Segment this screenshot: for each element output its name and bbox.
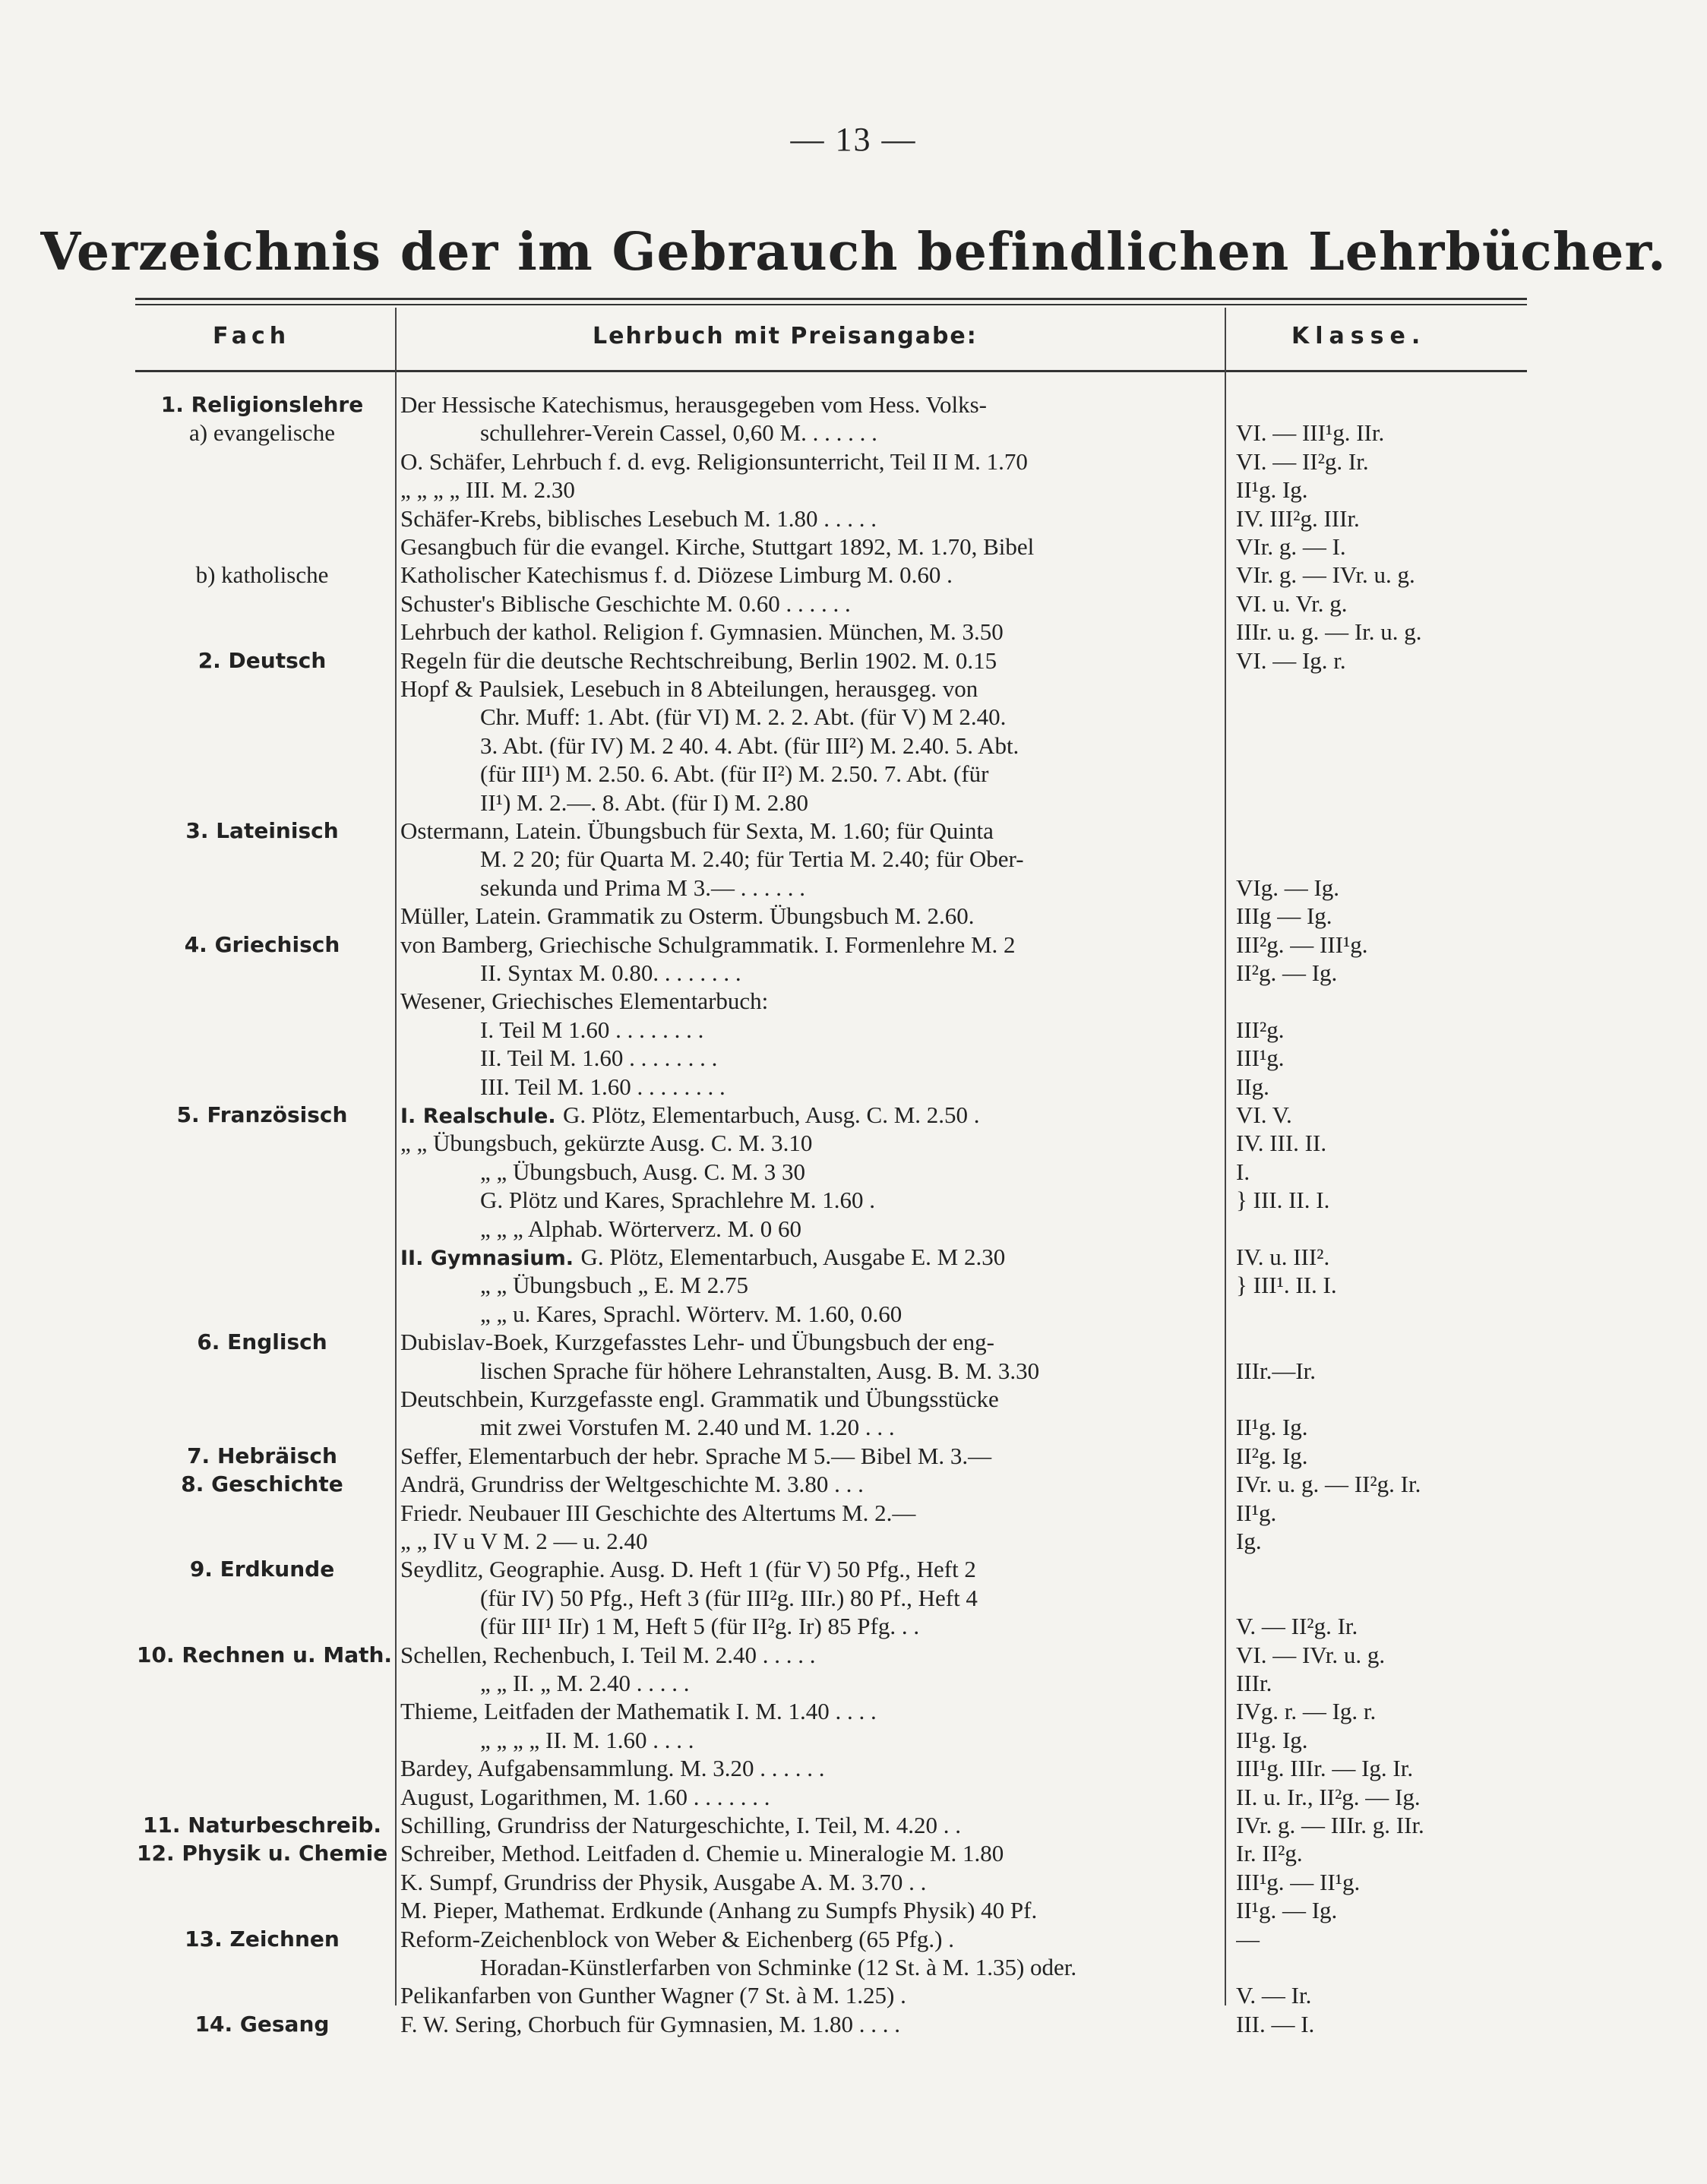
table-row	[0, 1471, 1707, 1498]
lehrbuch-text: II¹) M. 2.—. 8. Abt. (für I) M. 2.80	[480, 789, 809, 816]
table-row	[0, 1073, 1707, 1101]
klasse-cell: II²g. Ig.	[1236, 1442, 1308, 1469]
table-row	[0, 1244, 1707, 1271]
klasse-cell: III¹g. — II¹g.	[1236, 1868, 1361, 1895]
lehrbuch-text: Deutschbein, Kurzgefasste engl. Grammatik und Übungsstücke	[400, 1386, 999, 1412]
fach-cell: 1. Religionslehre	[160, 392, 364, 417]
table-row	[0, 2011, 1707, 2038]
lehrbuch-text: „ „ „ „ III. M. 2.30	[400, 476, 575, 504]
table-row	[0, 1982, 1707, 2009]
lehrbuch-cell	[480, 1954, 1219, 1981]
table-row	[0, 1869, 1707, 1896]
lehrbuch-text: Bardey, Aufgabensammlung. M. 3.20 . . . . . .	[400, 1755, 825, 1782]
lehrbuch-text: Seffer, Elementarbuch der hebr. Sprache M 5.— Bibel M. 3.—	[400, 1442, 992, 1469]
klasse-cell: Ir. II²g.	[1236, 1840, 1303, 1867]
lehrbuch-cell	[480, 1016, 1219, 1044]
lehrbuch-cell	[400, 675, 1219, 703]
table-row	[0, 732, 1707, 760]
lehrbuch-text: Gesangbuch für die evangel. Kirche, Stuttgart 1892, M. 1.70, Bibel	[400, 533, 1035, 560]
lehrbuch-cell	[480, 1272, 1219, 1299]
lehrbuch-text: schullehrer-Verein Cassel, 0,60 M. . . . . . .	[480, 419, 877, 447]
klasse-cell: IVg. r. — Ig. r.	[1236, 1698, 1377, 1725]
table-row	[0, 1215, 1707, 1243]
klasse-cell: IV. III²g. IIIr.	[1236, 504, 1360, 532]
table-row	[0, 1698, 1707, 1725]
lehrbuch-cell	[400, 1500, 1219, 1527]
klasse-cell: IV. u. III².	[1236, 1244, 1330, 1270]
klasse-cell: IIIr.	[1236, 1670, 1272, 1696]
lehrbuch-cell	[480, 1045, 1219, 1072]
fach-cell: 7. Hebräisch	[187, 1443, 337, 1468]
lehrbuch-cell	[400, 533, 1219, 561]
lehrbuch-text: Wesener, Griechisches Elementarbuch:	[400, 988, 769, 1015]
lehrbuch-text: (für III¹) M. 2.50. 6. Abt. (für II²) M. 2.50. 7. Abt. (für	[480, 760, 989, 788]
lehrbuch-cell	[400, 2011, 1219, 2038]
school-label: II. Gymnasium.	[400, 1247, 581, 1270]
lehrbuch-text: Der Hessische Katechismus, herausgegeben vom Hess. Volks-	[400, 391, 987, 418]
lehrbuch-text: G. Plötz, Elementarbuch, Ausg. C. M. 2.50 .	[563, 1101, 980, 1128]
lehrbuch-cell	[480, 419, 1219, 447]
lehrbuch-text: Schellen, Rechenbuch, I. Teil M. 2.40 . . . . .	[400, 1641, 816, 1668]
table-row	[0, 618, 1707, 646]
lehrbuch-text: von Bamberg, Griechische Schulgrammatik. I. Formenlehre M. 2	[400, 931, 1016, 958]
fach-cell: 2. Deutsch	[198, 647, 327, 673]
fach-cell: 13. Zeichnen	[185, 1926, 340, 1952]
table-row	[0, 1755, 1707, 1782]
fach-cell: 6. Englisch	[197, 1329, 327, 1355]
lehrbuch-text: II. Teil M. 1.60 . . . . . . . .	[480, 1045, 718, 1072]
table-row	[0, 1784, 1707, 1811]
lehrbuch-cell	[400, 476, 1219, 504]
lehrbuch-text: Chr. Muff: 1. Abt. (für VI) M. 2. 2. Abt. (für V) M 2.40.	[480, 703, 1007, 731]
klasse-cell: II¹g.	[1236, 1499, 1277, 1526]
lehrbuch-cell	[400, 1755, 1219, 1782]
lehrbuch-cell	[400, 1784, 1219, 1811]
table-row	[0, 931, 1707, 959]
lehrbuch-text: lischen Sprache für höhere Lehranstalten, Ausg. B. M. 3.30	[480, 1357, 1040, 1384]
fach-cell: 4. Griechisch	[184, 931, 340, 957]
fach-cell: 3. Lateinisch	[185, 818, 339, 843]
lehrbuch-cell	[480, 845, 1219, 873]
table-row	[0, 1556, 1707, 1583]
lehrbuch-cell	[400, 931, 1219, 959]
table-row	[0, 1954, 1707, 1981]
lehrbuch-text: „ „ Übungsbuch, gekürzte Ausg. C. M. 3.10	[400, 1130, 813, 1157]
page-number: — 13 —	[790, 121, 917, 158]
lehrbuch-cell	[400, 1869, 1219, 1896]
klasse-cell: IV. III. II.	[1236, 1130, 1327, 1157]
table-row	[0, 789, 1707, 817]
lehrbuch-text: Seydlitz, Geographie. Ausg. D. Heft 1 (für V) 50 Pfg., Heft 2	[400, 1556, 976, 1583]
lehrbuch-text: K. Sumpf, Grundriss der Physik, Ausgabe A. M. 3.70 . .	[400, 1868, 927, 1895]
lehrbuch-cell	[400, 1528, 1219, 1555]
lehrbuch-cell	[400, 1244, 1219, 1272]
lehrbuch-text: II. Syntax M. 0.80. . . . . . . .	[480, 959, 741, 986]
table-row	[0, 1670, 1707, 1697]
klasse-cell: III¹g. IIIr. — Ig. Ir.	[1236, 1755, 1414, 1782]
table-row	[0, 1045, 1707, 1072]
lehrbuch-text: sekunda und Prima M 3.— . . . . . .	[480, 874, 805, 901]
lehrbuch-text: F. W. Sering, Chorbuch für Gymnasien, M. 1.80 . . . .	[400, 2010, 900, 2037]
table-row	[0, 874, 1707, 902]
table-row	[0, 760, 1707, 788]
table-row	[0, 1414, 1707, 1441]
table-row	[0, 561, 1707, 589]
lehrbuch-cell	[400, 988, 1219, 1015]
lehrbuch-cell	[400, 1386, 1219, 1413]
fach-cell: 9. Erdkunde	[189, 1557, 335, 1582]
lehrbuch-text: „ „ u. Kares, Sprachl. Wörterv. M. 1.60, 0.60	[480, 1300, 902, 1327]
lehrbuch-text: Schuster's Biblische Geschichte M. 0.60 . . . . . .	[400, 589, 851, 617]
table-row	[0, 959, 1707, 987]
table-row	[0, 590, 1707, 618]
lehrbuch-text: Müller, Latein. Grammatik zu Osterm. Übungsbuch M. 2.60.	[400, 902, 975, 930]
klasse-cell: VI. — Ig. r.	[1236, 646, 1346, 674]
lehrbuch-text: mit zwei Vorstufen M. 2.40 und M. 1.20 . . .	[480, 1414, 895, 1441]
table-row	[0, 817, 1707, 845]
klasse-cell: III²g.	[1236, 1016, 1285, 1043]
lehrbuch-cell	[400, 817, 1219, 845]
lehrbuch-cell	[480, 1670, 1219, 1697]
header-lehrbuch: Lehrbuch mit Preisangabe:	[593, 323, 978, 349]
lehrbuch-cell	[480, 789, 1219, 817]
table-row	[0, 1272, 1707, 1299]
lehrbuch-cell	[400, 1101, 1219, 1130]
lehrbuch-text: „ „ II. „ M. 2.40 . . . . .	[480, 1670, 690, 1696]
table-row	[0, 1528, 1707, 1555]
klasse-cell: II¹g. Ig.	[1236, 1414, 1308, 1441]
klasse-cell: VIr. g. — IVr. u. g.	[1236, 561, 1415, 589]
table-row	[0, 448, 1707, 476]
table-row	[0, 647, 1707, 675]
lehrbuch-text: (für IV) 50 Pfg., Heft 3 (für III²g. IIIr.) 80 Pf., Heft 4	[480, 1584, 978, 1611]
lehrbuch-cell	[400, 590, 1219, 618]
table-row	[0, 1500, 1707, 1527]
lehrbuch-text: Katholischer Katechismus f. d. Diözese Limburg M. 0.60 .	[400, 561, 953, 589]
lehrbuch-cell	[480, 1187, 1219, 1214]
lehrbuch-cell	[480, 732, 1219, 760]
klasse-cell: } III¹. II. I.	[1236, 1272, 1337, 1299]
fach-cell: 11. Naturbeschreib.	[142, 1813, 382, 1838]
lehrbuch-cell	[400, 505, 1219, 533]
klasse-cell: IIIr.—Ir.	[1236, 1357, 1317, 1384]
lehrbuch-text: Schreiber, Method. Leitfaden d. Chemie u. Mineralogie M. 1.80	[400, 1840, 1004, 1867]
table-row	[0, 1130, 1707, 1157]
lehrbuch-text: Reform-Zeichenblock von Weber & Eichenberg (65 Pfg.) .	[400, 1925, 954, 1952]
klasse-cell: V. — II²g. Ir.	[1236, 1613, 1358, 1640]
klasse-cell: II¹g. — Ig.	[1236, 1897, 1338, 1924]
lehrbuch-cell	[400, 1840, 1219, 1867]
table-row	[0, 675, 1707, 703]
lehrbuch-text: Hopf & Paulsiek, Lesebuch in 8 Abteilungen, herausgeg. von	[400, 675, 978, 702]
table-row	[0, 1187, 1707, 1214]
lehrbuch-text: Pelikanfarben von Gunther Wagner (7 St. à M. 1.25) .	[400, 1982, 906, 2009]
lehrbuch-text: „ „ „ Alphab. Wörterverz. M. 0 60	[480, 1215, 801, 1242]
header-fach: Fach	[213, 323, 291, 349]
lehrbuch-text: Friedr. Neubauer III Geschichte des Altertums M. 2.—	[400, 1499, 916, 1526]
lehrbuch-text: Thieme, Leitfaden der Mathematik I. M. 1.40 . . . .	[400, 1698, 877, 1725]
klasse-cell: III²g. — III¹g.	[1236, 931, 1368, 958]
table-row	[0, 1357, 1707, 1385]
klasse-cell: —	[1236, 1925, 1260, 1952]
lehrbuch-text: „ „ „ „ II. M. 1.60 . . . .	[480, 1726, 694, 1753]
klasse-cell: IVr. g. — IIIr. g. IIr.	[1236, 1812, 1424, 1838]
lehrbuch-cell	[480, 1158, 1219, 1186]
lehrbuch-cell	[400, 1982, 1219, 2009]
table-row	[0, 1812, 1707, 1839]
lehrbuch-cell	[480, 1414, 1219, 1441]
lehrbuch-text: Lehrbuch der kathol. Religion f. Gymnasien. München, M. 3.50	[400, 618, 1004, 646]
table-row	[0, 1443, 1707, 1470]
lehrbuch-text: G. Plötz, Elementarbuch, Ausgabe E. M 2.30	[580, 1244, 1006, 1270]
table-row	[0, 1301, 1707, 1328]
lehrbuch-text: „ „ Übungsbuch „ E. M 2.75	[480, 1272, 748, 1299]
lehrbuch-cell	[400, 1556, 1219, 1583]
klasse-cell: VIr. g. — I.	[1236, 533, 1346, 560]
top-rule-thin	[135, 304, 1527, 305]
lehrbuch-text: M. 2 20; für Quarta M. 2.40; für Tertia M. 2.40; für Ober-	[480, 845, 1024, 873]
klasse-cell: VI. — III¹g. IIr.	[1236, 419, 1385, 447]
lehrbuch-cell	[400, 1443, 1219, 1470]
lehrbuch-cell	[400, 561, 1219, 589]
fach-cell: a) evangelische	[189, 419, 335, 447]
klasse-cell: VIg. — Ig.	[1236, 874, 1340, 901]
klasse-cell: V. — Ir.	[1236, 1982, 1312, 2009]
lehrbuch-cell	[400, 1130, 1219, 1157]
page-title: Verzeichnis der im Gebrauch befindlichen Lehrbücher.	[40, 222, 1667, 283]
lehrbuch-text: G. Plötz und Kares, Sprachlehre M. 1.60 .	[480, 1187, 876, 1214]
klasse-cell: VI. u. Vr. g.	[1236, 589, 1348, 617]
lehrbuch-cell	[480, 760, 1219, 788]
lehrbuch-text: III. Teil M. 1.60 . . . . . . . .	[480, 1073, 725, 1100]
table-row	[0, 1386, 1707, 1413]
lehrbuch-cell	[480, 1301, 1219, 1328]
lehrbuch-text: Schilling, Grundriss der Naturgeschichte, I. Teil, M. 4.20 . .	[400, 1812, 961, 1838]
lehrbuch-cell	[480, 874, 1219, 902]
klasse-cell: II¹g. Ig.	[1236, 1726, 1308, 1753]
table-row	[0, 1840, 1707, 1867]
lehrbuch-cell	[400, 647, 1219, 675]
klasse-cell: VI. — II²g. Ir.	[1236, 447, 1369, 475]
table-row	[0, 1585, 1707, 1612]
fach-cell: 8. Geschichte	[181, 1471, 343, 1497]
lehrbuch-cell	[480, 703, 1219, 731]
lehrbuch-cell	[400, 391, 1219, 419]
fach-cell: 5. Französisch	[176, 1102, 348, 1127]
lehrbuch-text: Dubislav-Boek, Kurzgefasstes Lehr- und Übungsbuch der eng-	[400, 1329, 994, 1356]
klasse-cell: III. — I.	[1236, 2010, 1315, 2037]
table-row	[0, 1158, 1707, 1186]
lehrbuch-cell	[480, 1357, 1219, 1385]
top-rule	[135, 298, 1527, 300]
table-row	[0, 845, 1707, 873]
lehrbuch-text: Andrä, Grundriss der Weltgeschichte M. 3.80 . . .	[400, 1471, 864, 1498]
table-row	[0, 1897, 1707, 1924]
lehrbuch-cell	[480, 1073, 1219, 1101]
lehrbuch-cell	[480, 1727, 1219, 1754]
klasse-cell: I.	[1236, 1158, 1250, 1185]
table-row	[0, 419, 1707, 447]
table-row	[0, 1926, 1707, 1953]
table-row	[0, 533, 1707, 561]
fach-cell: 14. Gesang	[194, 2011, 330, 2037]
klasse-cell: VI. V.	[1236, 1101, 1292, 1128]
lehrbuch-text: 3. Abt. (für IV) M. 2 40. 4. Abt. (für III²) M. 2.40. 5. Abt.	[480, 732, 1019, 759]
table-row	[0, 988, 1707, 1015]
lehrbuch-cell	[400, 1642, 1219, 1669]
lehrbuch-text: Horadan-Künstlerfarben von Schminke (12 St. à M. 1.35) oder.	[480, 1954, 1077, 1980]
lehrbuch-text: Ostermann, Latein. Übungsbuch für Sexta, M. 1.60; für Quinta	[400, 817, 994, 844]
lehrbuch-cell	[400, 902, 1219, 930]
lehrbuch-cell	[400, 1812, 1219, 1839]
lehrbuch-text: „ „ IV u V M. 2 — u. 2.40	[400, 1528, 648, 1554]
lehrbuch-cell	[400, 618, 1219, 646]
lehrbuch-cell	[400, 1329, 1219, 1356]
klasse-cell: Ig.	[1236, 1528, 1262, 1554]
lehrbuch-text: M. Pieper, Mathemat. Erdkunde (Anhang zu Sumpfs Physik) 40 Pf.	[400, 1897, 1038, 1924]
fach-cell: 10. Rechnen u. Math.	[137, 1642, 393, 1667]
lehrbuch-cell	[480, 1585, 1219, 1612]
klasse-cell: II¹g. Ig.	[1236, 476, 1308, 504]
klasse-cell: II. u. Ir., II²g. — Ig.	[1236, 1783, 1421, 1810]
klasse-cell: IVr. u. g. — II²g. Ir.	[1236, 1471, 1421, 1498]
table-row	[0, 1613, 1707, 1640]
klasse-cell: IIIr. u. g. — Ir. u. g.	[1236, 618, 1422, 646]
table-row	[0, 1101, 1707, 1129]
table-row	[0, 1329, 1707, 1356]
school-label: I. Realschule.	[400, 1105, 564, 1128]
lehrbuch-text: I. Teil M 1.60 . . . . . . . .	[480, 1016, 704, 1043]
header-rule	[135, 370, 1527, 372]
fach-cell: b) katholische	[195, 561, 329, 589]
klasse-cell: IIg.	[1236, 1073, 1269, 1100]
table-row	[0, 1642, 1707, 1669]
table-row	[0, 902, 1707, 930]
lehrbuch-cell	[400, 1471, 1219, 1498]
klasse-cell: IIIg — Ig.	[1236, 902, 1332, 930]
fach-cell: 12. Physik u. Chemie	[137, 1841, 388, 1866]
table-row	[0, 1727, 1707, 1754]
lehrbuch-cell	[480, 1215, 1219, 1243]
lehrbuch-text: O. Schäfer, Lehrbuch f. d. evg. Religionsunterricht, Teil II M. 1.70	[400, 447, 1028, 475]
klasse-cell: III¹g.	[1236, 1045, 1285, 1072]
lehrbuch-cell	[480, 1613, 1219, 1640]
table-row	[0, 391, 1707, 419]
header-klasse: Klasse.	[1291, 323, 1427, 349]
lehrbuch-cell	[400, 1897, 1219, 1924]
table-row	[0, 703, 1707, 731]
table-row	[0, 1016, 1707, 1044]
lehrbuch-text: Regeln für die deutsche Rechtschreibung, Berlin 1902. M. 0.15	[400, 646, 997, 674]
lehrbuch-cell	[400, 1698, 1219, 1725]
klasse-cell: II²g. — Ig.	[1236, 959, 1338, 986]
klasse-cell: } III. II. I.	[1236, 1187, 1330, 1214]
lehrbuch-cell	[400, 1926, 1219, 1953]
lehrbuch-text: August, Logarithmen, M. 1.60 . . . . . . .	[400, 1783, 770, 1810]
lehrbuch-text: „ „ Übungsbuch, Ausg. C. M. 3 30	[480, 1158, 805, 1185]
lehrbuch-text: Schäfer-Krebs, biblisches Lesebuch M. 1.80 . . . . .	[400, 504, 877, 532]
table-row	[0, 476, 1707, 504]
table-row	[0, 505, 1707, 533]
lehrbuch-text: (für III¹ IIr) 1 M, Heft 5 (für II²g. Ir) 85 Pfg. . .	[480, 1613, 920, 1640]
lehrbuch-cell	[480, 959, 1219, 987]
klasse-cell: VI. — IVr. u. g.	[1236, 1641, 1386, 1668]
lehrbuch-cell	[400, 448, 1219, 476]
